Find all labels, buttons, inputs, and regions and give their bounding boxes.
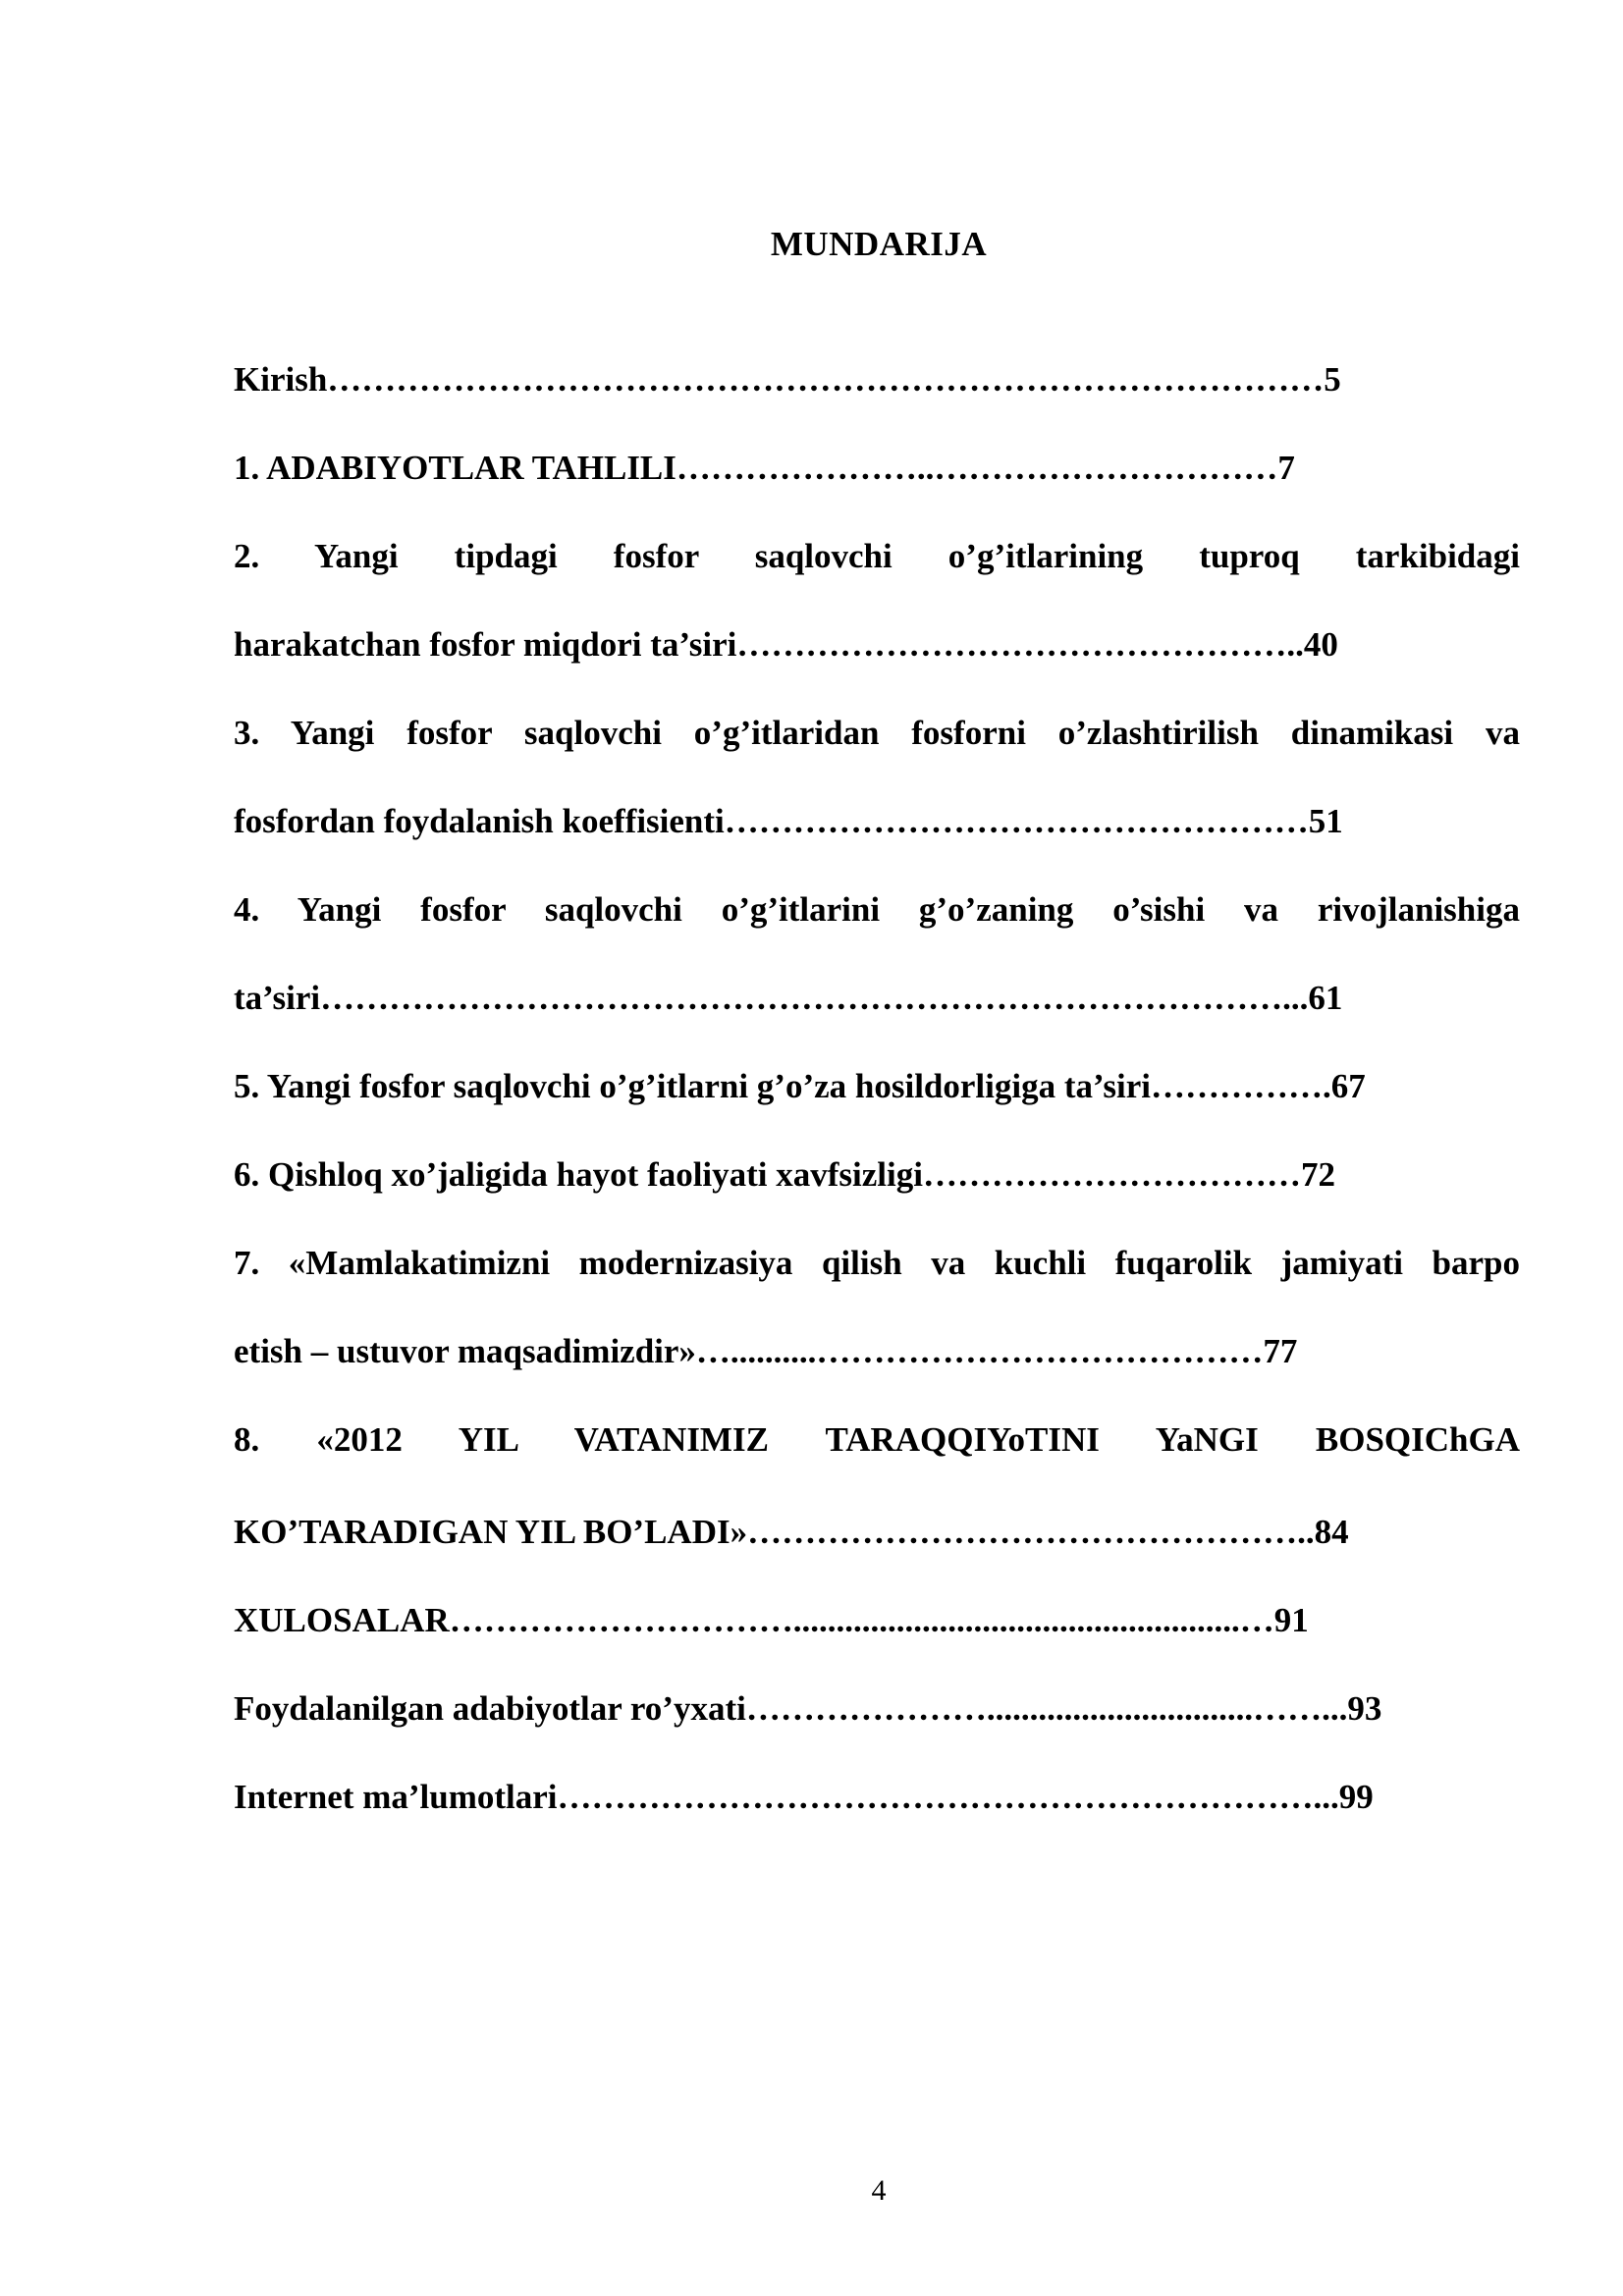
page-number: 4 — [871, 2174, 887, 2207]
toc-entry-adabiyotlar: Foydalanilgan adabiyotlar ro’yxati…………………...............................……...93 — [234, 1689, 1382, 1728]
toc-entry-7-line-1: 7. «Mamlakatimizni modernizasiya qilish va kuchli fuqarolik jamiyati barpo — [234, 1244, 1520, 1282]
toc-entry-6: 6. Qishloq xo’jaligida hayot faoliyati xavfsizligi……………………………72 — [234, 1155, 1335, 1194]
toc-entry-1: 1. ADABIYOTLAR TAHLILI…………………..…………………………7 — [234, 449, 1295, 487]
toc-entry-8-line-2: KO’TARADIGAN YIL BO’LADI»…………………………………………..84 — [234, 1513, 1349, 1551]
toc-entry-kirish: Kirish……………………………………………………………………………5 — [234, 360, 1341, 399]
toc-entry-4-line-2: ta’siri…………………………………………………………………………...61 — [234, 979, 1343, 1017]
toc-entry-xulosalar: XULOSALAR…………………………....................................................…91 — [234, 1601, 1309, 1639]
toc-entry-3-line-2: fosfordan foydalanish koeffisienti……………………………………………51 — [234, 802, 1343, 840]
toc-entry-3-line-1: 3. Yangi fosfor saqlovchi o’g’itlaridan fosforni o’zlashtirilish dinamikasi va — [234, 714, 1520, 752]
toc-title: MUNDARIJA — [770, 225, 988, 263]
toc-entry-2-line-2: harakatchan fosfor miqdori ta’siri…………………………………………..40 — [234, 625, 1338, 664]
toc-entry-8-line-1: 8. «2012 YIL VATANIMIZ TARAQQIYoTINI YaNGI BOSQIChGA — [234, 1420, 1520, 1459]
toc-entry-internet: Internet ma’lumotlari…………………………………………………………...99 — [234, 1778, 1374, 1816]
toc-entry-5: 5. Yangi fosfor saqlovchi o’g’itlarni g’o’za hosildorligiga ta’siri…………….67 — [234, 1067, 1366, 1105]
toc-entry-4-line-1: 4. Yangi fosfor saqlovchi o’g’itlarini g’o’zaning o’sishi va rivojlanishiga — [234, 890, 1520, 929]
toc-entry-2-line-1: 2. Yangi tipdagi fosfor saqlovchi o’g’itlarining tuproq tarkibidagi — [234, 537, 1520, 575]
toc-entry-7-line-2: etish – ustuvor maqsadimizdir»…..........…………………………………77 — [234, 1332, 1298, 1370]
